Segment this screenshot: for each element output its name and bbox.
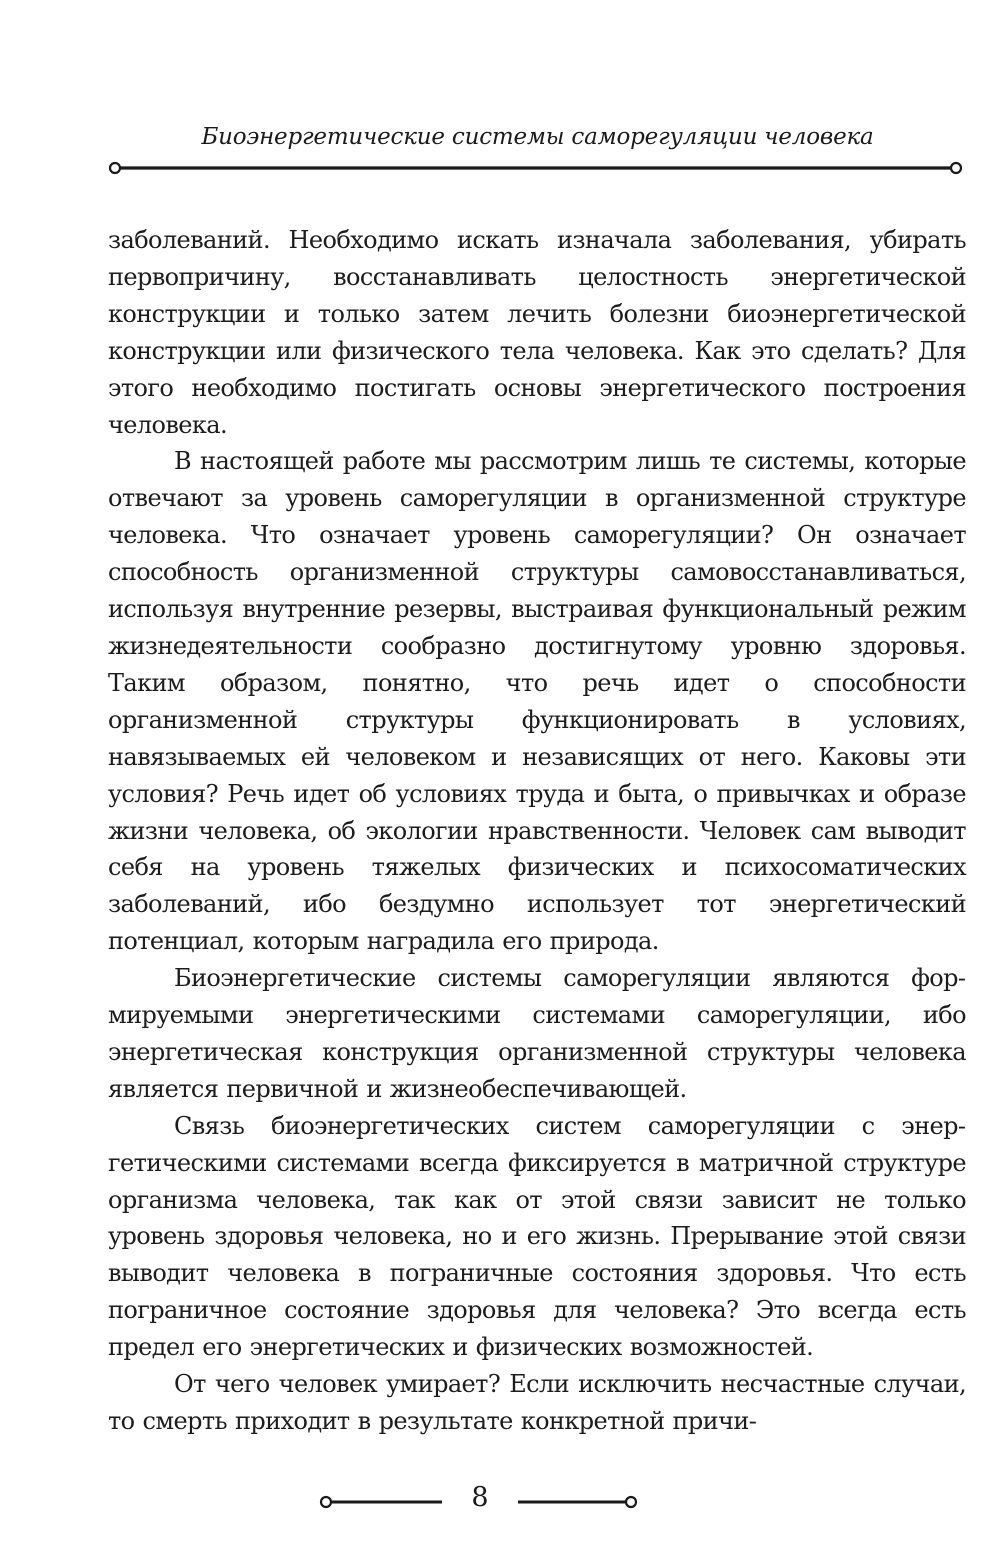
paragraph-4: Связь биоэнергетических систем саморегуляции с энергетическими системами всегда фиксируется в матричной структуре организма человека, так как от этой связи зависит не только уровень здоровья человека, но и его жизнь. Прерывание этой связи выводит человека в пограничные состояния здоровья. Что есть пограничное состояние здоровья для человека? Это всегда есть предел его энергетических и физических возможностей. (108, 1111, 966, 1362)
paragraph-2: В настоящей работе мы рассмотрим лишь те системы, которые отвечают за уровень саморегуляции в организменной структуре человека. Что означает уровень саморегуляции? Он означает способность организменной структуры самовосстанавливаться, используя внутренние резервы, выстраивая функциональный режим жизнедеятельности сообразно достигнутому уровню здоровья. Таким образом, понятно, что речь идет о способности организменной структуры функционировать в условиях, навязываемых ей человеком и независящих от него. Каковы эти условия? Речь идет об условиях труда и быта, о привычках и образе жизни человека, об экологии нравственности. Человек сам выводит себя на уровень тяжелых физических и психосоматических заболеваний, ибо бездумно использует тот энергетический потенциал, которым наградила его природа. (108, 447, 966, 956)
paragraph-3: Биоэнергетические системы саморегуляции являются формируемыми энергетическими системами саморегуляции, ибо энергетическая конструкция организменной структуры человека является первичной и жизнеобеспечивающей. (108, 964, 966, 1103)
footer-rule-right (516, 1480, 646, 1520)
header-rule (100, 158, 970, 178)
footer-rule-left (314, 1480, 444, 1520)
body-text (108, 222, 966, 1440)
running-head: Биоэнергетические системы саморегуляции человека (201, 124, 874, 150)
paragraph-5: От чего человек умирает? Если исключить несчастные случаи, то смерть приходит в результате конкретной причи- (108, 1370, 966, 1435)
page-number: 8 (471, 1482, 489, 1513)
page-footer (300, 1480, 660, 1520)
paragraph-1: заболеваний. Необходимо искать изначала заболевания, убирать первопричину, восстанавливать целостность энергетической конструкции и только затем лечить болезни биоэнергетической конструкции или физического тела человека. Как это сделать? Для этого необходимо постигать основы энергетического построения человека. (108, 226, 966, 439)
